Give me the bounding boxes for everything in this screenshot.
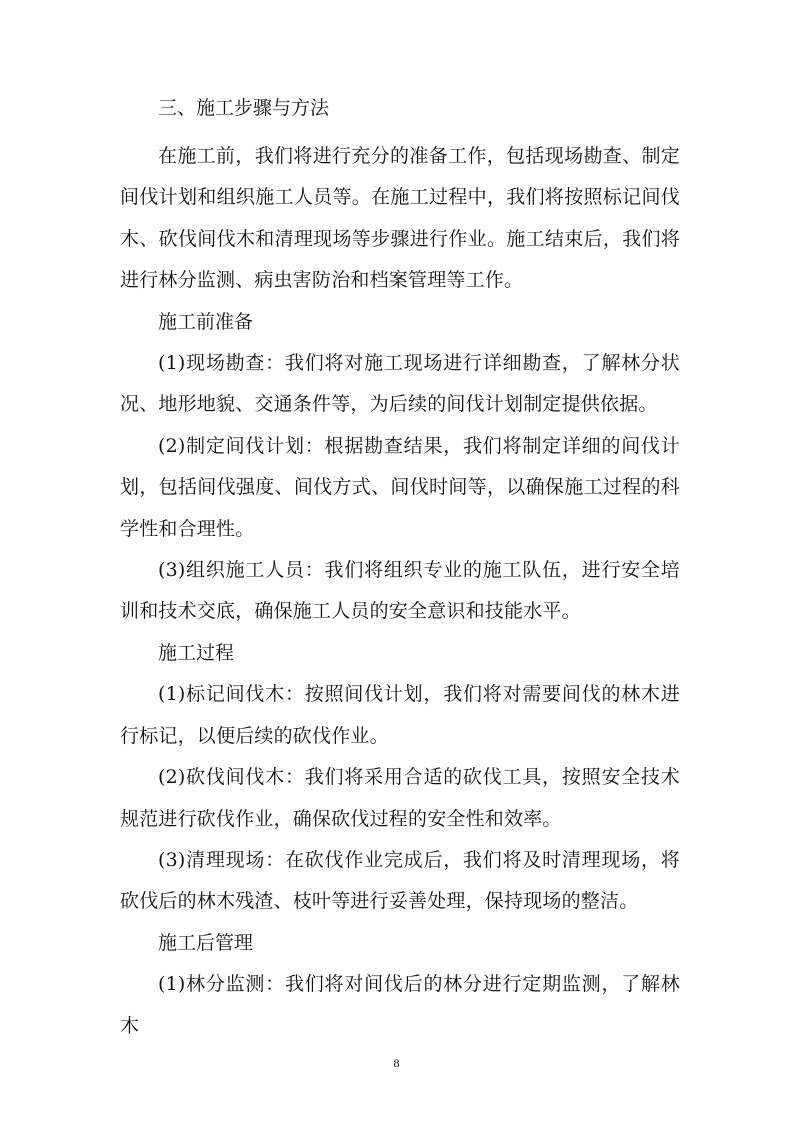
section-title: 三、施工步骤与方法 [158, 97, 330, 119]
paragraph-intro: 在施工前，我们将进行充分的准备工作，包括现场勘查、制定间伐计划和组织施工人员等。在施工过程中，我们将按照标记间伐木、砍伐间伐木和清理现场等步骤进行作业。施工结束后，我们将进行林分监测、病虫害防治和档案管理等工作。 [120, 145, 680, 292]
paragraph-cut-trees: (2)砍伐间伐木：我们将采用合适的砍伐工具，按照安全技术规范进行砍伐作业，确保砍伐过程的安全性和效率。 [120, 766, 680, 830]
paragraph-site-survey: (1)现场勘查：我们将对施工现场进行详细勘查，了解林分状况、地形地貌、交通条件等，为后续的间伐计划制定提供依据。 [120, 352, 680, 416]
subheading-post-management: 施工后管理 [158, 931, 254, 954]
paragraph-clear-site: (3)清理现场：在砍伐作业完成后，我们将及时清理现场，将砍伐后的林木残渣、枝叶等进行妥善处理，保持现场的整洁。 [120, 848, 680, 913]
page-number: 8 [393, 1056, 400, 1070]
subheading-process: 施工过程 [158, 641, 235, 664]
subheading-preparation: 施工前准备 [158, 310, 254, 333]
paragraph-mark-trees: (1)标记间伐木：按照间伐计划，我们将对需要间伐的林木进行标记，以便后续的砍伐作业。 [120, 683, 680, 747]
paragraph-thinning-plan: (2)制定间伐计划：根据勘查结果，我们将制定详细的间伐计划，包括间伐强度、间伐方式、间伐时间等，以确保施工过程的科学性和合理性。 [120, 434, 680, 540]
body-text [120, 136, 680, 1047]
paragraph-stand-monitoring: (1)林分监测：我们将对间伐后的林分进行定期监测，了解林木 [120, 973, 680, 1037]
paragraph-organize-staff: (3)组织施工人员：我们将组织专业的施工队伍，进行安全培训和技术交底，确保施工人员的安全意识和技能水平。 [120, 559, 680, 623]
